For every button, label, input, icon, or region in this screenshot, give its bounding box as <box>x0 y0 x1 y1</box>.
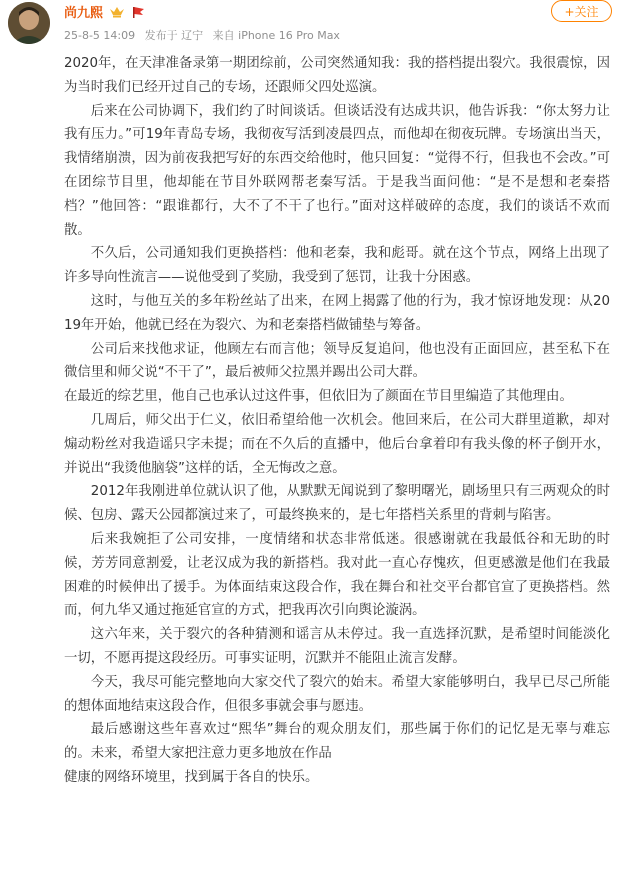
post-meta <box>64 27 346 43</box>
paragraph: 这时，与他互关的多年粉丝站了出来，在网上揭露了他的行为，我才惊讶地发现：从2019年开始，他就已经在为裂穴、为和老秦搭档做铺垫与筹备。 <box>64 293 610 333</box>
avatar-photo <box>8 2 50 44</box>
paragraph: 今天，我尽可能完整地向大家交代了裂穴的始末。希望大家能够明白，我早已尽己所能的想体面地结束这段合作，但很多事就会事与愿违。 <box>64 674 610 714</box>
paragraph: 不久后，公司通知我们更换搭档：他和老秦，我和彪哥。就在这个节点，网络上出现了许多导向性流言——说他受到了奖励，我受到了惩罚，让我十分困惑。 <box>64 246 610 286</box>
avatar[interactable] <box>8 2 50 44</box>
paragraph: 这六年来，关于裂穴的各种猜测和谣言从未停过。我一直选择沉默，是希望时间能淡化一切，不愿再提这段经历。可事实证明，沉默并不能阻止流言发酵。 <box>64 627 610 666</box>
paragraph: 后来我婉拒了公司安排，一度情绪和状态非常低迷。很感谢就在我最低谷和无助的时候，芳芳同意割爱，让老汉成为我的新搭档。我对此一直心存愧疚，但更感激是他们在我最困难的时候伸出了援手。为体面结束这段合作，我在舞台和社交平台都官宣了更换搭档。然而，何九华又通过拖延官宣的方式，把我再次引向舆论漩涡。 <box>64 531 610 619</box>
follow-button[interactable]: +关注 <box>551 0 612 22</box>
paragraph: 在最近的综艺里，他自己也承认过这件事，但依旧为了颜面在节目里编造了其他理由。 <box>64 389 573 405</box>
post-location: 发布于 辽宁 <box>144 29 204 42</box>
vip-crown-icon <box>109 4 125 18</box>
post-device: 来自 iPhone 16 Pro Max <box>212 29 340 42</box>
paragraph: 2012年我刚进单位就认识了他，从默默无闻说到了黎明曙光，剧场里只有三两观众的时候、包房、露天公园都演过来了，可最终换来的，是七年搭档关系里的背刺与陷害。 <box>64 484 610 524</box>
paragraph: 公司后来找他求证，他顾左右而言他；领导反复追问，他也没有正面回应，甚至私下在微信里和师父说“不干了”，最后被师父拉黑并踢出公司大群。 <box>64 341 610 381</box>
paragraph: 后来在公司协调下，我们约了时间谈话。但谈话没有达成共识，他告诉我：“你太努力让我有压力。”可19年青岛专场，我彻夜写活到凌晨四点，而他却在彻夜玩牌。专场演出当天，我情绪崩溃，因为前夜我把写好的东西交给他时，他只回复：“觉得不行，但我也不会改。”可在团综节目里，他却能在节目外联网帮老秦写活。于是我当面问他：“是不是想和老秦搭档？”他回答：“跟谁都行，大不了不干了也行。”面对这样破碎的态度，我们的谈话不欢而散。 <box>64 103 610 238</box>
post-timestamp[interactable]: 25-8-5 14:09 <box>64 29 136 42</box>
red-flag-icon <box>131 4 147 18</box>
paragraph: 2020年，在天津准备录第一期团综前，公司突然通知我：我的搭档提出裂穴。我很震惊，因为当时我们已经开过自己的专场，还跟师父四处巡演。 <box>64 56 610 95</box>
post-body <box>64 52 610 790</box>
paragraph: 最后感谢这些年喜欢过“熙华”舞台的观众朋友们，那些属于你们的记忆是无辜与难忘的。未来，希望大家把注意力更多地放在作品 <box>64 722 610 762</box>
truncation-fade <box>390 824 630 848</box>
paragraph: 健康的网络环境里，找到属于各自的快乐。 <box>64 769 319 785</box>
post-header <box>0 0 632 50</box>
paragraph: 几周后，师父出于仁义，依旧希望给他一次机会。他回来后，在公司大群里道歉，却对煽动粉丝对我造谣只字未提；而在不久后的直播中，他后台拿着印有我头像的杯子倒开水，并说出“我烫他脑袋”这样的话，全无悔改之意。 <box>64 412 610 476</box>
author-row <box>64 2 147 20</box>
author-name[interactable]: 尚九熙 <box>64 5 104 21</box>
